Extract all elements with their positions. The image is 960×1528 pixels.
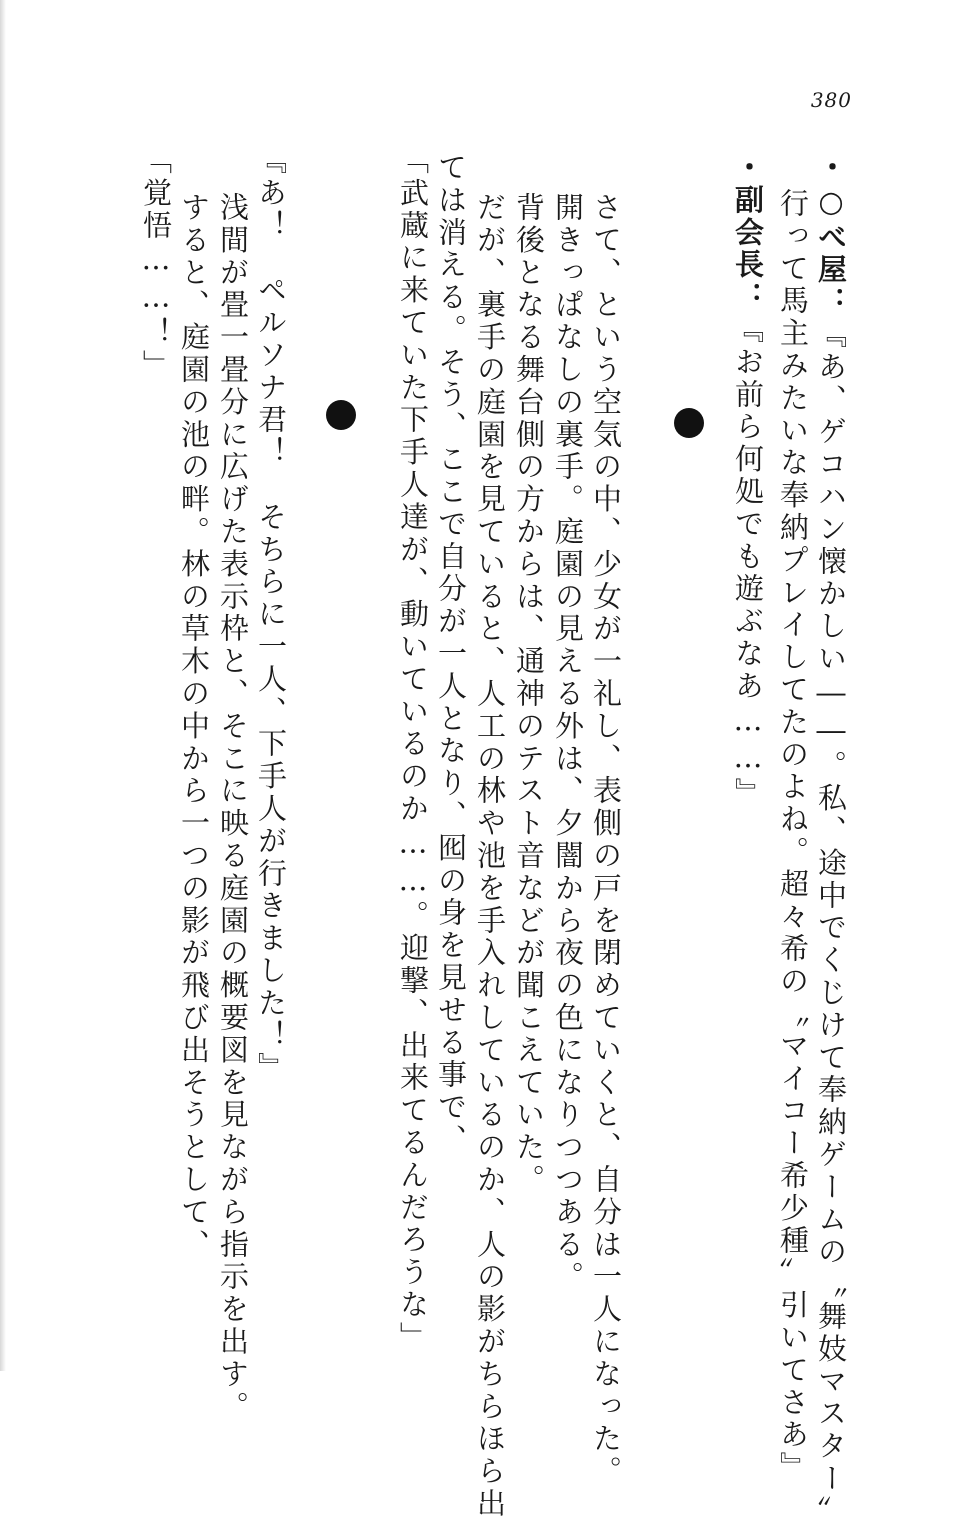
text-column-13 (139, 145, 173, 382)
text-column-8 (434, 152, 468, 1157)
text-column-12 (177, 192, 211, 1262)
text-column-9 (396, 145, 430, 1354)
page-number: 380 (810, 88, 852, 112)
text-column-7 (473, 192, 507, 1521)
speaker-label: ・副会長： (731, 152, 765, 314)
text-column-4 (589, 192, 623, 1488)
narration-text: だが、裏手の庭園を見ていると、人工の林や池を手入れしているのか、人の影がちらほら出 (473, 192, 507, 1521)
dialogue-text: 『あ、ゲコハン懐かしい――。私、途中でくじけて奉納ゲームの〝舞妓マスター〟 (814, 319, 848, 1528)
dialogue-text: 「武蔵に来ていた下手人達が、動いているのか……。迎撃、出来てるんだろうな」 (396, 145, 430, 1354)
text-column-1 (814, 152, 848, 1528)
narration-text: ては消える。そう、ここで自分が一人となり、囮の身を見せる事で、 (434, 152, 468, 1157)
narration-text: すると、庭園の池の畔。林の草木の中から一つの影が飛び出そうとして、 (177, 192, 211, 1262)
scan-edge (0, 0, 6, 1371)
text-column-10 (254, 145, 288, 1085)
scene-break-bullet (674, 408, 704, 438)
text-column-5 (551, 192, 585, 1294)
scene-break-bullet (326, 400, 356, 430)
text-column-11 (216, 192, 250, 1424)
text-column-2 (776, 188, 810, 1484)
dialogue-text: 行って馬主みたいな奉納プレイしてたのよね。超々希の〝マイコー希少種〟引いてさあ』 (776, 188, 810, 1484)
text-column-6 (512, 192, 546, 1197)
dialogue-text: 「覚悟……！」 (139, 145, 173, 382)
narration-text: 開きっぱなしの裏手。庭園の見える外は、夕闇から夜の色になりつつある。 (551, 192, 585, 1294)
narration-text: 背後となる舞台側の方からは、通神のテスト音などが聞こえていた。 (512, 192, 546, 1197)
dialogue-text: 『お前ら何処でも遊ぶなあ……』 (731, 314, 765, 810)
narration-text: さて、という空気の中、少女が一礼し、表側の戸を閉めていくと、自分は一人になった。 (589, 192, 623, 1488)
text-column-3 (731, 152, 765, 810)
speaker-label: ・○べ屋： (814, 152, 848, 319)
narration-text: 浅間が畳一畳分に広げた表示枠と、そこに映る庭園の概要図を見ながら指示を出す。 (216, 192, 250, 1424)
dialogue-text: 『あ！ ペルソナ君！ そちらに一人、下手人が行きました！』 (254, 145, 288, 1085)
